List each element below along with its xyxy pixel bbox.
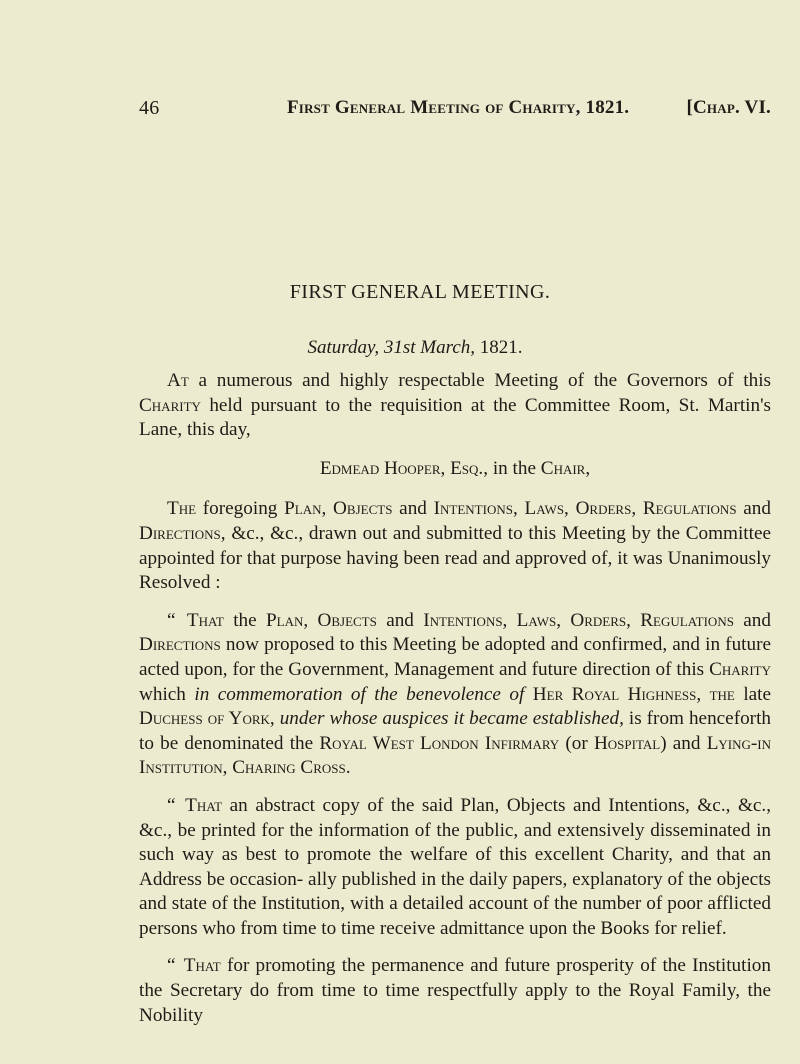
paragraph-text: and: [399, 498, 427, 520]
paragraph-text: a numerous and highly respectable Meeting of the Governors of this: [198, 370, 771, 391]
paragraph-opening: [139, 369, 771, 443]
open-quote: “: [167, 955, 176, 977]
charity-term: Charity: [139, 394, 201, 416]
paragraph-text: now proposed to this Meeting be adopted and confirmed, and in future acted upon, for the Government, Management and future direction of this: [139, 634, 771, 680]
list-term: Plan, Objects: [265, 609, 377, 631]
open-quote: “: [167, 609, 176, 631]
charity-term: Charity: [709, 658, 772, 680]
paragraph-text: &c., &c., drawn out and submitted to this Meeting by the Committee appointed for that purpose having been read and approved of, it was Unanimously Resolved :: [139, 522, 771, 594]
drop-word: That: [185, 794, 223, 816]
paragraph-resolution-3: [139, 954, 771, 1028]
institution-name: Royal West London Infirmary: [319, 732, 560, 754]
chair-word: Chair,: [540, 457, 591, 479]
paragraph-text: foregoing: [202, 498, 278, 520]
italic-text: in commemoration of the benevolence of: [194, 683, 525, 705]
section-title: FIRST GENERAL MEETING.: [289, 281, 551, 303]
paragraph-foregoing: [139, 497, 771, 595]
paragraph-text: which: [139, 683, 186, 705]
list-term: Intentions, Laws, Orders, Regulations: [433, 498, 737, 520]
paragraph-text: for promoting the permanence and future prosperity of the Institution the Secretary do from time to time respectfully apply to the Royal Family, the Nobility: [139, 955, 771, 1026]
royal-title: Duchess of York,: [139, 708, 275, 730]
paragraph-resolution-2: [139, 794, 771, 942]
list-term: Directions,: [139, 522, 226, 544]
date-month: March,: [420, 337, 475, 358]
paragraph-text: and: [743, 609, 771, 631]
paragraph-text: held pursuant to the requisition at the Committee Room, St. Martin's Lane, this day,: [139, 394, 772, 441]
date-year: 1821.: [479, 337, 523, 358]
paragraph-text: and: [743, 498, 771, 520]
drop-word: That: [186, 609, 224, 631]
paragraph-text: an abstract copy of the said Plan, Objects and Intentions, &c., &c., &c., be printed for the information of the public, and extensively disseminated in such way as best to promote the welfare of this excellent Charity, and that an Address be occasion- ally published in the daily papers, explanatory of the objects and state of the Institution, with a detailed account of the number of poor afflicted persons who from time to time receive admittance upon the Books for relief.: [139, 794, 772, 939]
meeting-date: [0, 337, 800, 359]
institution-name: Lying-in Institution, Charing Cross.: [139, 732, 772, 779]
drop-word: At: [167, 370, 189, 391]
chair-line: [139, 457, 771, 482]
list-term: Intentions, Laws, Orders, Regulations: [423, 609, 734, 631]
body-text: [139, 369, 771, 1028]
italic-text: under whose auspices it became established,: [279, 708, 624, 730]
paragraph-text: is from henceforth to be denominated the: [139, 708, 771, 754]
paragraph-text: and: [386, 609, 414, 631]
paragraph-text: and: [672, 732, 701, 754]
paragraph-text: the: [233, 609, 257, 631]
chair-mid: in the: [492, 457, 536, 479]
drop-word: That: [183, 955, 221, 977]
paragraph-text: late: [743, 683, 772, 705]
date-day: Saturday,: [307, 337, 380, 358]
open-quote: “: [167, 794, 176, 816]
paragraph-resolution-1: [139, 609, 771, 781]
royal-title: Her Royal Highness, the: [532, 683, 735, 705]
running-title: First General Meeting of Charity, 1821.: [287, 97, 630, 118]
list-term: Plan, Objects: [284, 498, 393, 520]
chair-name: Edmead Hooper, Esq.,: [319, 457, 489, 479]
drop-word: The: [167, 498, 197, 520]
paragraph-text: (or: [565, 732, 588, 754]
institution-name: Hospital): [593, 732, 667, 754]
chapter-label: [Chap. VI.: [686, 97, 771, 118]
date-ordinal: 31st: [383, 337, 416, 358]
page-number: 46: [139, 97, 160, 119]
list-term: Directions: [139, 634, 221, 656]
